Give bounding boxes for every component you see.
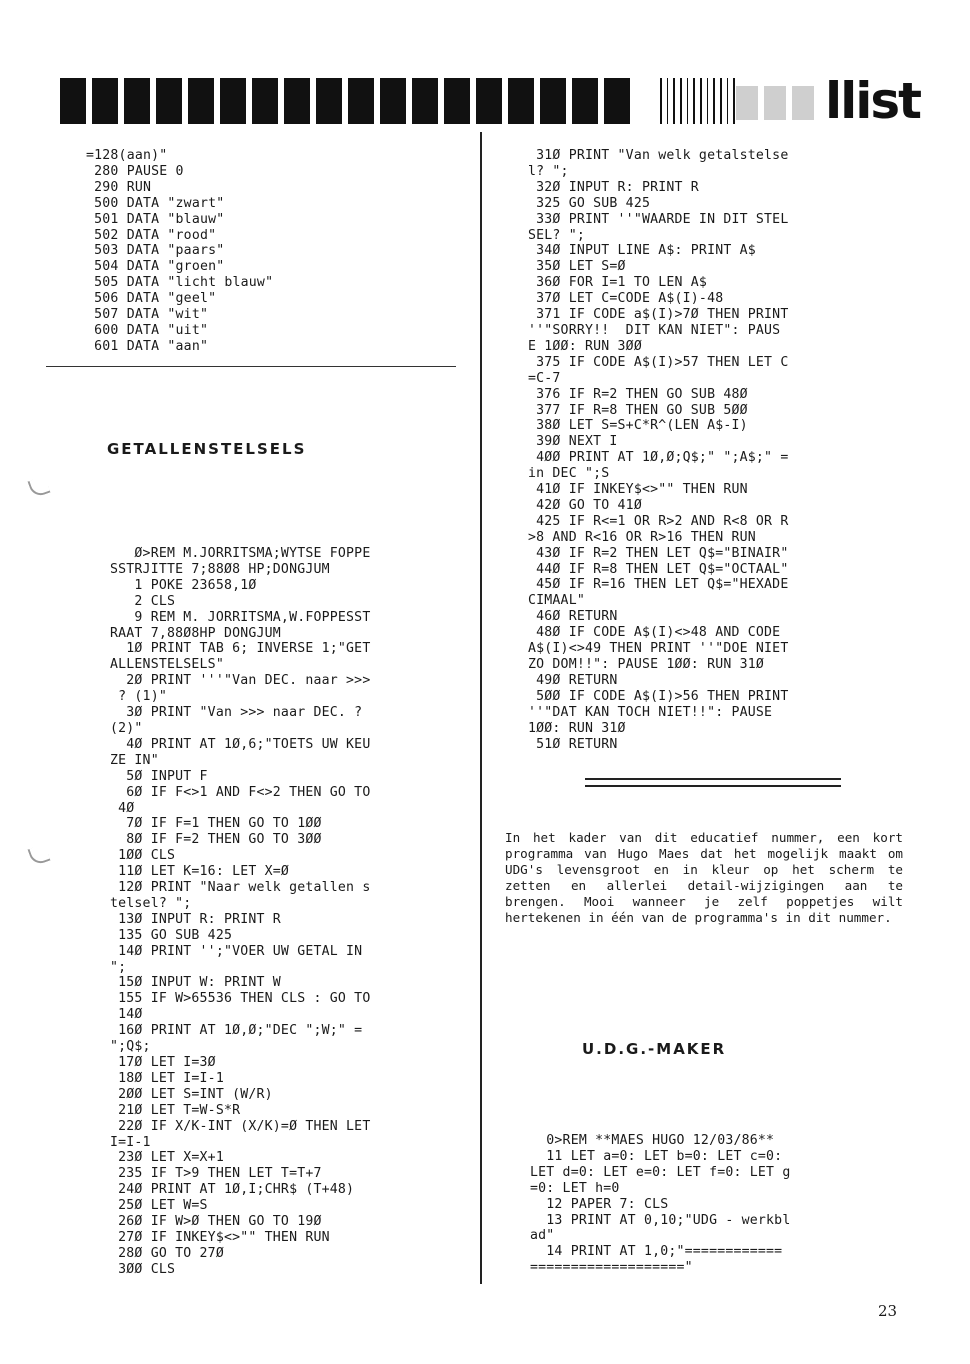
punch-hole-mark xyxy=(27,475,50,498)
header-block xyxy=(188,78,214,124)
right-top-listing: 31Ø PRINT "Van welk getalstelse l? "; 32Ø INPUT R: PRINT R 325 GO SUB 425 33Ø PRINT ''"WAARDE IN DIT STEL SEL? "; 34Ø INPUT LINE A$: PRINT A$ 35Ø LET S=Ø 36Ø FOR I=1 TO LEN A$ 37Ø LET C=CODE A$(I)-48 371 IF CODE a$(I)>7Ø THEN PRINT ''"SORRY!! DIT KAN NIET": PAUS E 1ØØ: RUN 3ØØ 375 IF CODE A$(I)>57 THEN LET C =C-7 376 IF R=2 THEN GO SUB 48Ø 377 IF R=8 THEN GO SUB 5ØØ 38Ø LET S=S+C*R^(LEN A$-I) 39Ø NEXT I 4ØØ PRINT AT 1Ø,Ø;Q$;" ";A$;" = in DEC ";S 41Ø IF INKEY$<>"" THEN RUN 42Ø GO TO 41Ø 425 IF R<=1 OR R>2 AND R<8 OR R >8 AND R<16 OR R>16 THEN RUN 43Ø IF R=2 THEN LET Q$="BINAIR" 44Ø IF R=8 THEN LET Q$="OCTAAL" 45Ø IF R=16 THEN LET Q$="HEXADE CIMAAL" 46Ø RETURN 48Ø IF CODE A$(I)<>48 AND CODE A$(I)<>49 THEN PRINT ''"DOE NIET ZO DOM!!": PAUSE 1ØØ: RUN 31Ø 49Ø RETURN 5ØØ IF CODE A$(I)>56 THEN PRINT ''"DAT KAN TOCH NIET!!": PAUSE 1ØØ: RUN 31Ø 51Ø RETURN xyxy=(528,148,789,752)
page-number: 23 xyxy=(878,1302,898,1320)
header-blocks xyxy=(60,78,660,124)
header-block xyxy=(252,78,278,124)
header-block xyxy=(572,78,598,124)
column-divider xyxy=(480,132,482,1284)
header-block xyxy=(220,78,246,124)
section-title-udg-maker: U.D.G.-MAKER xyxy=(582,1040,727,1058)
header-block xyxy=(92,78,118,124)
left-main-listing: Ø>REM M.JORRITSMA;WYTSE FOPPE SSTRJITTE 7;88Ø8 HP;DONGJUM 1 POKE 23658,1Ø 2 CLS 9 REM M. JORRITSMA,W.FOPPESST RAAT 7,88Ø8HP DONGJUM 1Ø PRINT TAB 6; INVERSE 1;"GET ALLENSTELSELS" 2Ø PRINT '''"Van DEC. naar >>> ? (1)" 3Ø PRINT "Van >>> naar DEC. ? (2)" 4Ø PRINT AT 1Ø,6;"TOETS UW KEU ZE IN" 5Ø INPUT F 6Ø IF F<>1 AND F<>2 THEN GO TO 4Ø 7Ø IF F=1 THEN GO TO 1ØØ 8Ø IF F=2 THEN GO TO 3ØØ 1ØØ CLS 11Ø LET K=16: LET X=Ø 12Ø PRINT "Naar welk getallen s telsel? "; 13Ø INPUT R: PRINT R 135 GO SUB 425 14Ø PRINT '';"VOER UW GETAL IN "; 15Ø INPUT W: PRINT W 155 IF W>65536 THEN CLS : GO TO 14Ø 16Ø PRINT AT 1Ø,Ø;"DEC ";W;" = ";Q$; 17Ø LET I=3Ø 18Ø LET I=I-1 2ØØ LET S=INT (W/R) 21Ø LET T=W-S*R 22Ø IF X/K-INT (X/K)=Ø THEN LET I=I-1 23Ø LET X=X+1 235 IF T>9 THEN LET T=T+7 24Ø PRINT AT 1Ø,I;CHR$ (T+48) 25Ø LET W=S 26Ø IF W>Ø THEN GO TO 19Ø 27Ø IF INKEY$<>"" THEN RUN 28Ø GO TO 27Ø 3ØØ CLS xyxy=(110,546,371,1277)
header-block xyxy=(476,78,502,124)
punch-hole-mark xyxy=(27,843,50,866)
header-block xyxy=(540,78,566,124)
udg-listing: 0>REM **MAES HUGO 12/03/86** 11 LET a=0: LET b=0: LET c=0: LET d=0: LET e=0: LET f=0: LET g =0: LET h=0 12 PAPER 7: CLS 13 PRINT AT 0,10;"UDG - werkbl ad" 14 PRINT AT 1,0;"============ ===================" xyxy=(530,1133,791,1276)
section-title-getallenstelsels: GETALLENSTELSELS xyxy=(107,440,307,458)
header-block xyxy=(156,78,182,124)
header-block xyxy=(604,78,630,124)
left-top-listing: =128(aan)" 280 PAUSE 0 290 RUN 500 DATA "zwart" 501 DATA "blauw" 502 DATA "rood" 503 DATA "paars" 504 DATA "groen" 505 DATA "licht blauw" 506 DATA "geel" 507 DATA "wit" 600 DATA "uit" 601 DATA "aan" xyxy=(86,148,274,354)
header-block xyxy=(380,78,406,124)
list-logo: llist xyxy=(825,72,921,130)
header-bar xyxy=(60,72,921,130)
header-block xyxy=(124,78,150,124)
header-block xyxy=(508,78,534,124)
right-separator xyxy=(585,778,841,787)
left-separator xyxy=(46,366,456,367)
udg-intro-text: In het kader van dit educatief nummer, een kort programma van Hugo Maes dat het mogelijk maakt om UDG's levensgroot en in kleur op het scherm te zetten en allerlei detail-wijzigingen aan te brengen. Mooi wanneer je zelf poppetjes wilt hertekenen in één van de programma's in dit nummer. xyxy=(505,830,903,925)
header-block xyxy=(284,78,310,124)
header-block xyxy=(444,78,470,124)
header-block xyxy=(60,78,86,124)
header-thin-lines xyxy=(660,78,735,124)
header-block xyxy=(348,78,374,124)
header-block xyxy=(316,78,342,124)
header-block xyxy=(412,78,438,124)
